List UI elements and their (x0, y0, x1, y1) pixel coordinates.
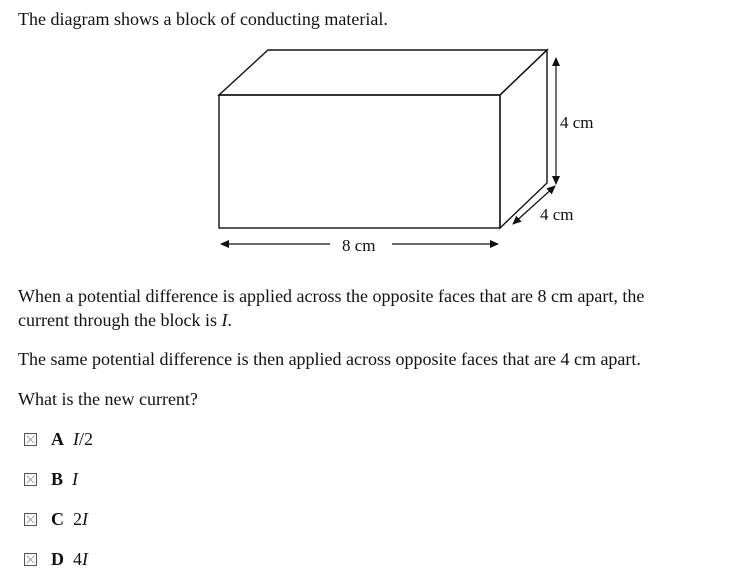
block-side-face (500, 50, 547, 228)
question-paragraph-1-line-2 (18, 309, 232, 331)
para1-prefix: current through the block is (18, 310, 222, 330)
option-a[interactable] (24, 428, 93, 450)
option-b-checkbox[interactable] (24, 473, 37, 486)
height-label: 4 cm (560, 113, 594, 132)
checkbox-cross-icon (25, 434, 36, 445)
option-a-letter: A (51, 428, 64, 449)
block-top-face (219, 50, 547, 95)
option-c-letter: C (51, 508, 64, 529)
block-front-face (219, 95, 500, 228)
option-d-letter: D (51, 548, 64, 569)
option-a-checkbox[interactable] (24, 433, 37, 446)
question-paragraph-1-line-1: When a potential difference is applied across the opposite faces that are 8 cm apart, the (18, 286, 645, 306)
checkbox-cross-icon (25, 514, 36, 525)
option-b-letter: B (51, 468, 64, 489)
option-c[interactable] (24, 508, 88, 530)
option-d[interactable] (24, 548, 88, 570)
option-c-answer: 2I (73, 508, 88, 529)
depth-label: 4 cm (540, 205, 574, 224)
question-paragraph-2: The same potential difference is then applied across opposite faces that are 4 cm apart. (18, 349, 641, 369)
block-diagram (0, 0, 734, 280)
option-c-checkbox[interactable] (24, 513, 37, 526)
checkbox-cross-icon (25, 474, 36, 485)
option-b[interactable] (24, 468, 78, 490)
question-prompt: What is the new current? (18, 389, 198, 409)
question-intro: The diagram shows a block of conducting material. (18, 9, 388, 29)
para1-suffix: . (227, 310, 232, 330)
option-d-checkbox[interactable] (24, 553, 37, 566)
current-symbol: I (221, 310, 228, 330)
option-a-answer: I/2 (73, 428, 94, 449)
option-d-answer: 4I (73, 548, 88, 569)
checkbox-cross-icon (25, 554, 36, 565)
length-label: 8 cm (342, 236, 376, 255)
option-b-answer: I (72, 468, 79, 489)
